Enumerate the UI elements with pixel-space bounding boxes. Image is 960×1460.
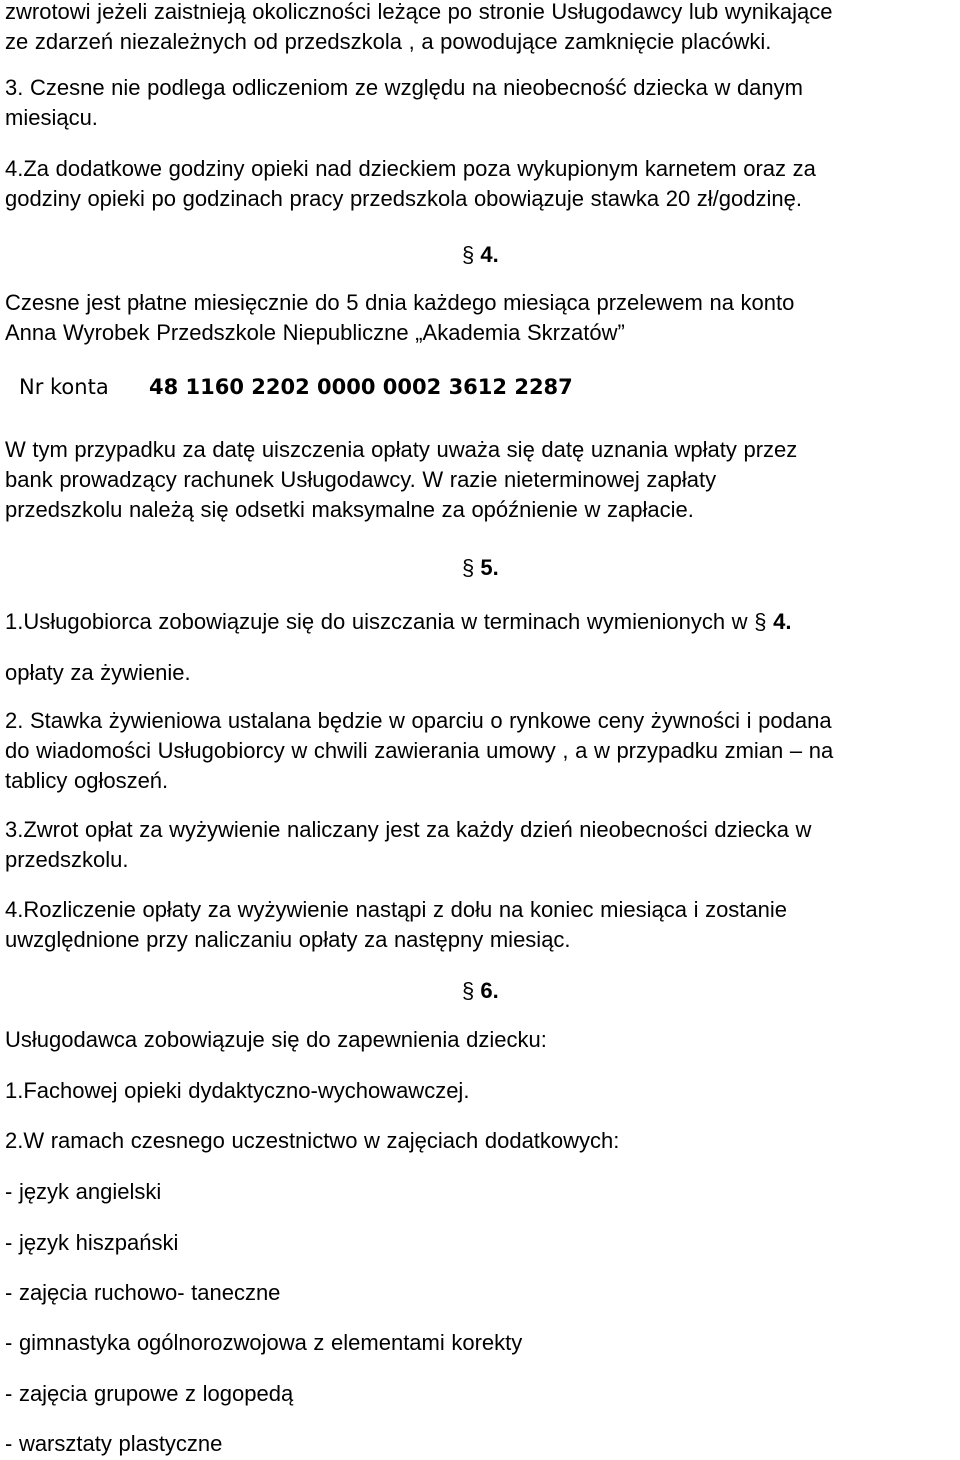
section6-intro — [5, 1025, 952, 1055]
text-line: ze zdarzeń niezależnych od przedszkola , a powodujące zamknięcie placówki. — [5, 29, 772, 54]
text-line: 2. Stawka żywieniowa ustalana będzie w oparciu o rynkowe ceny żywności i podana — [5, 708, 832, 733]
section-reference: 4. — [773, 609, 792, 634]
bank-account-row — [19, 372, 573, 402]
activity-list-item — [5, 1228, 952, 1258]
activity-list-item — [5, 1379, 952, 1409]
section5-item-2 — [5, 706, 952, 796]
text-line: przedszkolu należą się odsetki maksymalne za opóźnienie w zapłacie. — [5, 497, 694, 522]
section-number: 5. — [480, 555, 499, 580]
account-label: Nr konta — [19, 375, 109, 399]
section-number: 4. — [480, 242, 499, 267]
text-line: opłaty za żywienie. — [5, 660, 191, 685]
text-line: 3. Czesne nie podlega odliczeniom ze względu na nieobecność dziecka w danym — [5, 75, 803, 100]
list-item-text: - język angielski — [5, 1179, 162, 1204]
text-line: 4.Za dodatkowe godziny opieki nad dzieckiem poza wykupionym karnetem oraz za — [5, 156, 816, 181]
list-item-text: - warsztaty plastyczne — [5, 1431, 223, 1456]
section-heading-6 — [462, 976, 499, 1006]
intro-paragraph — [5, 0, 952, 57]
text-line: 2.W ramach czesnego uczestnictwo w zajęciach dodatkowych: — [5, 1128, 620, 1153]
text-line: zwrotowi jeżeli zaistnieją okoliczności leżące po stronie Usługodawcy lub wynikające — [5, 0, 833, 24]
tuition-paragraph — [5, 288, 952, 348]
paragraph-3 — [5, 73, 952, 133]
text-line: tablicy ogłoszeń. — [5, 768, 169, 793]
text-line: W tym przypadku za datę uiszczenia opłaty uważa się datę uznania wpłaty przez — [5, 437, 798, 462]
text-line: przedszkolu. — [5, 847, 129, 872]
list-item-text: - zajęcia ruchowo- taneczne — [5, 1280, 281, 1305]
activity-list-item — [5, 1429, 952, 1459]
section-heading-4 — [462, 240, 499, 270]
text-line: 3.Zwrot opłat za wyżywienie naliczany jest za każdy dzień nieobecności dziecka w — [5, 817, 812, 842]
text-line: 4.Rozliczenie opłaty za wyżywienie nastąpi z dołu na koniec miesiąca i zostanie — [5, 897, 788, 922]
text-line: do wiadomości Usługobiorcy w chwili zawierania umowy , a w przypadku zmian – na — [5, 738, 834, 763]
section-sign: § — [462, 242, 475, 267]
text-line: miesiącu. — [5, 105, 98, 130]
activity-list-item — [5, 1177, 952, 1207]
section-number: 6. — [480, 978, 499, 1003]
list-item-text: - język hiszpański — [5, 1230, 179, 1255]
payment-paragraph — [5, 435, 952, 525]
text-line: Czesne jest płatne miesięcznie do 5 dnia każdego miesiąca przelewem na konto — [5, 290, 795, 315]
list-item-text: - zajęcia grupowe z logopedą — [5, 1381, 294, 1406]
text-line: Usługodawca zobowiązuje się do zapewnienia dziecku: — [5, 1027, 547, 1052]
section6-item-1 — [5, 1076, 952, 1106]
item-text: 1.Usługobiorca zobowiązuje się do uiszczania w terminach wymienionych w — [5, 609, 748, 634]
section-sign: § — [462, 978, 475, 1003]
section-heading-5 — [462, 553, 499, 583]
section5-item-4 — [5, 895, 952, 955]
text-line: bank prowadzący rachunek Usługodawcy. W razie nieterminowej zapłaty — [5, 467, 717, 492]
section5-item-1-cont — [5, 658, 952, 688]
text-line — [5, 607, 952, 637]
activity-list-item — [5, 1278, 952, 1308]
text-line: Anna Wyrobek Przedszkole Niepubliczne „Akademia Skrzatów” — [5, 320, 625, 345]
section5-item-3 — [5, 815, 952, 875]
paragraph-4 — [5, 154, 952, 214]
text-line: uwzględnione przy naliczaniu opłaty za następny miesiąc. — [5, 927, 571, 952]
section5-item-1 — [5, 607, 952, 637]
text-line: 1.Fachowej opieki dydaktyczno-wychowawczej. — [5, 1078, 470, 1103]
account-number: 48 1160 2202 0000 0002 3612 2287 — [149, 375, 573, 399]
activity-list-item — [5, 1328, 952, 1358]
section-sign: § — [462, 555, 475, 580]
section6-item-2 — [5, 1126, 952, 1156]
text-line: godziny opieki po godzinach pracy przedszkola obowiązuje stawka 20 zł/godzinę. — [5, 186, 802, 211]
list-item-text: - gimnastyka ogólnorozwojowa z elementami korekty — [5, 1330, 523, 1355]
section-sign: § — [754, 609, 767, 634]
